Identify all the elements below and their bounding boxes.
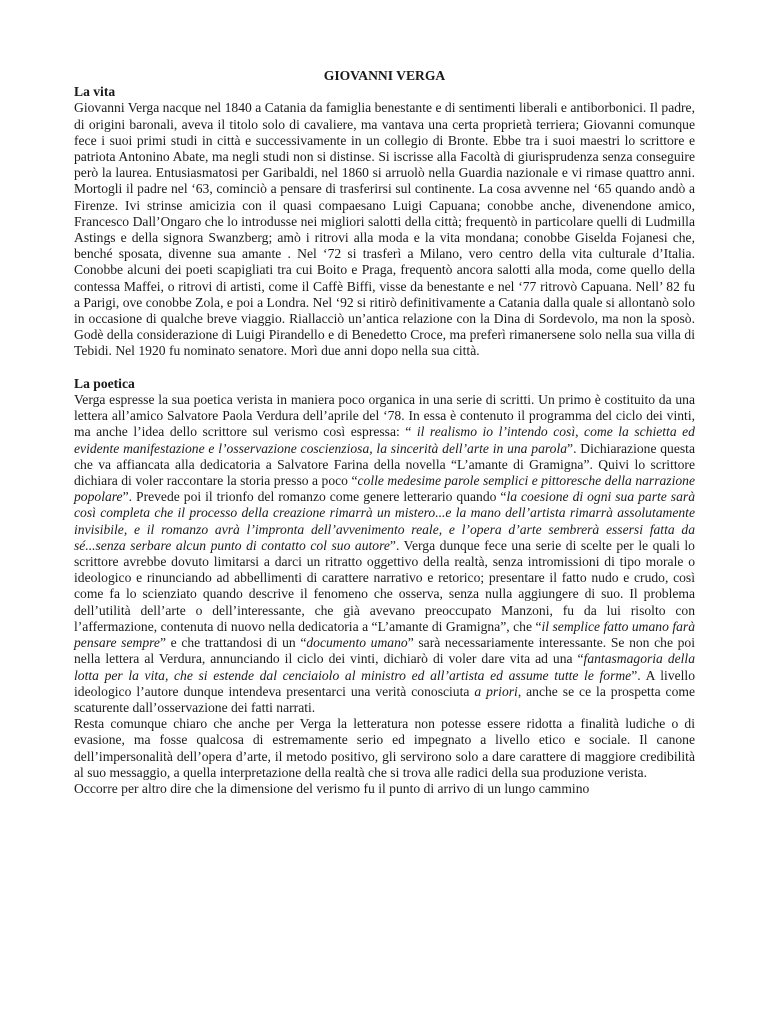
document-page — [74, 68, 695, 797]
text-run: ” e che trattandosi di un “ — [159, 635, 307, 651]
quote-italic: a priori — [474, 683, 518, 699]
section-heading-poetica: La poetica — [74, 375, 135, 391]
quote-italic: documento umano — [306, 635, 408, 651]
text-run: ”. Verga dunque fece una serie di scelte per le quali lo scrittore avrebbe dovuto limitarsi a darci un ritratto oggettivo della realtà, senza intromissioni di tipo morale o ideologico e rinunciando ad abbellimenti di carattere narrativo e retorico; presentare il fatto nudo e crudo, così come fa lo scienziato quando descrive il fenomeno che osserva, senza nulla aggiungere di suo. Il problema dell’utilità dell’arte o dell’interessante, che già avevano preoccupato Manzoni, fu da lui risolto con l’affermazione, contenuta di nuovo nella dedicatoria a “L’amante di Gramigna”, che “ — [74, 537, 695, 634]
text-run: Verga espresse la sua poetica verista in maniera poco organica in una serie di scritti. Un primo è costituito da una lettera all’amico Salvatore Paola Verdura dell’aprile del ‘78. In essa è contenuto il programma del ciclo dei vinti, ma anche l’idea dello scrittore sul verismo così espressa: “ — [74, 392, 695, 440]
section-heading-vita: La vita — [74, 84, 116, 100]
text-run: , anche se ce la prospetta come scaturente dall’osservazione dei fatti narrati. — [74, 683, 695, 715]
quote-italic: colle medesime parole semplici e pittoresche della narrazione popolare — [74, 473, 695, 505]
section-spacer — [74, 360, 695, 376]
paragraph-poetica-3: Occorre per altro dire che la dimensione del verismo fu il punto di arrivo di un lungo cammino — [74, 780, 590, 796]
quote-italic: il semplice fatto umano farà pensare sempre — [74, 618, 695, 651]
quote-italic: il realismo io l’intendo così, come la schietta ed evidente manifestazione e l’osservazione coscienziosa, la sincerità dell’arte in una parola — [74, 424, 695, 456]
text-run: ” sarà necessariamente interessante. Se non che poi nella lettera al Verdura, annunciando il ciclo dei vinti, dichiarò di voler dare vita ad una “ — [74, 635, 695, 667]
paragraph-vita: Giovanni Verga nacque nel 1840 a Catania da famiglia benestante e di sentimenti liberali e antiborbonici. Il padre, di origini baronali, aveva il titolo solo di cavaliere, ma vantava una certa proprietà terriera; Giovanni comunque fece i suoi primi studi in città e successivamente in un collegio di Bronte. Ebbe tra i suoi maestri lo scrittore e patriota Antonino Abate, ma negli studi non si distinse. Si iscrisse alla Facoltà di giurisprudenza senza conseguire però la laurea. Entusiasmatosi per Garibaldi, nel 1860 si arruolò nella Guardia nazionale e vi rimase quattro anni. Mortogli il padre nel ‘63, cominciò a pensare di trasferirsi sul continente. La cosa avvenne nel ‘65 quando andò a Firenze. Ivi strinse amicizia con il quasi compaesano Luigi Capuana; conobbe anche, divenendone amico, Francesco Dall’Ongaro che lo introdusse nei migliori salotti della città; frequentò in particolare quelli di Ludmilla Astings e della signora Swanzberg; amò i ritrovi alla moda e la vita mondana; conobbe Giselda Fojanesi che, benché sposata, divenne sua amante . Nel ‘72 si trasferì a Milano, vero centro della vita culturale d’Italia. Conobbe alcuni dei poeti scapigliati tra cui Boito e Praga, frequentò ancora salotti alla moda, come quello della contessa Maffei, o ritrovi di artisti, come il Caffè Biffi, visse da benestante e nel ‘77 ritrovò Capuana. Nell’ 82 fu a Parigi, ove conobbe Zola, e poi a Londra. Nel ‘92 si ritirò definitivamente a Catania dalla quale si allontanò solo in occasione di qualche breve viaggio. Riallacciò un’antica relazione con la Dina di Sordevolo, ma non la sposò. Godè della considerazione di Luigi Pirandello e di Benedetto Croce, ma preferì rimanersene solo nella sua villa di Tebidi. Nel 1920 fu nominato senatore. Morì due anni dopo nella sua città. — [74, 100, 695, 359]
text-run: ”. A livello ideologico l’autore dunque intendeva presentarci una verità conosciuta — [74, 667, 696, 699]
text-run: ”. Prevede poi il trionfo del romanzo come genere letterario quando “ — [122, 489, 507, 505]
quote-italic: la coesione di ogni sua parte sarà così completa che il processo della creazione rimarrà un mistero...e la mano dell’artista rimarrà assolutamente invisibile, e il romanzo avrà l’impronta dell’avvenimento reale, e l’opera d’arte sembrerà essersi fatta da sé...senza serbare alcun punto di contatto col suo autore — [74, 489, 695, 553]
quote-italic: fantasmagoria della lotta per la vita, che si estende dal cenciaiolo al ministro ed all’artista ed assume tutte le forme — [74, 651, 696, 683]
paragraph-poetica-1 — [74, 392, 695, 716]
paragraph-poetica-2: Resta comunque chiaro che anche per Verga la letteratura non potesse essere ridotta a finalità ludiche o di evasione, ma fosse qualcosa di estremamente serio ed impegnato a livello etico e sociale. Il canone dell’impersonalità dell’opera d’arte, il metodo positivo, gli servirono solo a dare carattere di maggiore credibilità al suo messaggio, a quella interpretazione della realtà che si trova alle radici della sua produzione verista. — [74, 716, 695, 780]
text-run: ”. Dichiarazione questa che va affiancata alla dedicatoria a Salvatore Farina della novella “L’amante di Gramigna”. Quivi lo scrittore dichiara di voler raccontare la storia presso a poco “ — [74, 440, 695, 489]
document-title: GIOVANNI VERGA — [323, 68, 446, 83]
